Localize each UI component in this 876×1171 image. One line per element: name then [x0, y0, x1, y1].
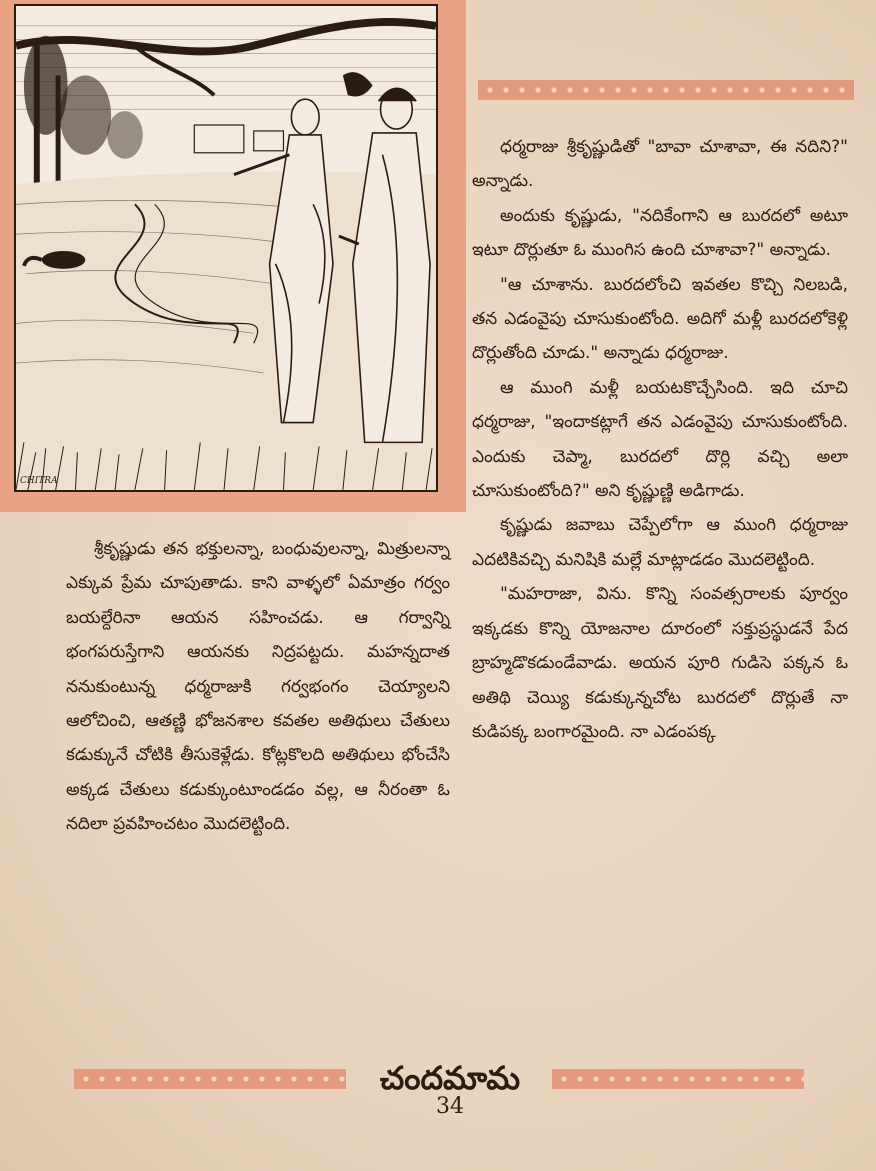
paragraph: "ఆ చూశాను. బురదలోంచి ఇవతల కొచ్చి నిలబడి, తన ఎడంవైపు చూసుకుంటోంది. అదిగో మళ్లీ బురదలోకెళ్లి దొర్లుతోంది చూడు." అన్నాడు ధర్మరాజు.	[472, 274, 848, 364]
ornamental-border-footer-right	[552, 1069, 804, 1089]
ornamental-border-top	[478, 80, 854, 100]
illustrator-signature: CHITRA	[20, 476, 58, 486]
illustration-krishna-dharmaraja	[14, 4, 438, 492]
paragraph: ఆ ముంగి మళ్లీ బయటకొచ్చేసింది. ఇది చూచి ధర్మరాజు, "ఇందాకట్లాగే తన ఎడంవైపు చూసుకుంటోంది. ఎందుకు చెప్మా, బురదలో దొర్లి వచ్చి అలా చూసుకుంటోంది?" అని కృష్ణుణ్ణి అడిగాడు.	[472, 377, 848, 502]
paragraph: కృష్ణుడు జవాబు చెప్పేలోగా ఆ ముంగి ధర్మరాజు ఎదటికివచ్చి మనిషికి మల్లే మాట్లాడడం మొదలెట్టింది.	[472, 515, 848, 570]
right-column-text	[472, 130, 848, 749]
paragraph: అందుకు కృష్ణుడు, "నదికేంగాని ఆ బురదలో అటూ ఇటూ దొర్లుతూ ఓ ముంగిస ఉంది చూశావా?" అన్నాడు.	[472, 205, 848, 261]
illustration-frame	[0, 0, 466, 512]
magazine-title: చందమామ	[379, 1059, 521, 1097]
page-number: 34	[436, 1094, 464, 1119]
paragraph: "మహరాజా, విను. కొన్ని సంవత్సరాలకు పూర్వం ఇక్కడకు కొన్ని యోజనాల దూరంలో సక్తుప్రస్థుడనే పేద బ్రాహ్మడొకడుండేవాడు. అయన పూరి గుడిసె పక్కన ఓ అతిథి చెయ్యి కడుక్కున్నచోట బురదలో దొర్లుతే నా కుడిపక్క బంగారమైంది. నా ఎడంపక్క	[472, 584, 848, 742]
paragraph: ధర్మరాజు శ్రీకృష్ణుడితో "బావా చూశావా, ఈ నదిని?" అన్నాడు.	[472, 137, 848, 192]
left-column-text	[66, 532, 450, 842]
ornamental-border-footer-left	[74, 1069, 346, 1089]
paragraph: శ్రీకృష్ణుడు తన భక్తులన్నా, బంధువులన్నా, మిత్రులన్నా ఎక్కువ ప్రేమ చూపుతాడు. కాని వాళ్ళలో ఏమాత్రం గర్వం బయల్దేరినా ఆయన సహించడు. ఆ గర్వాన్ని భంగపరుస్తేగాని ఆయనకు నిద్రపట్టదు. మహన్నదాత ననుకుంటున్న ధర్మరాజుకి గర్వభంగం చెయ్యాలని ఆలోచించి, ఆతణ్ణి భోజనశాల కవతల అతిథులు చేతులు కడుక్కునే చోటికి తీసుకెళ్లేడు. కోట్లకొలది అతిథులు భోంచేసి అక్కడ చేతులు కడుక్కుంటూండడం వల్ల, ఆ నీరంతా ఓ నదిలా ప్రవహించటం మొదలెట్టింది.	[66, 539, 450, 835]
illustration-drawing	[16, 6, 436, 490]
